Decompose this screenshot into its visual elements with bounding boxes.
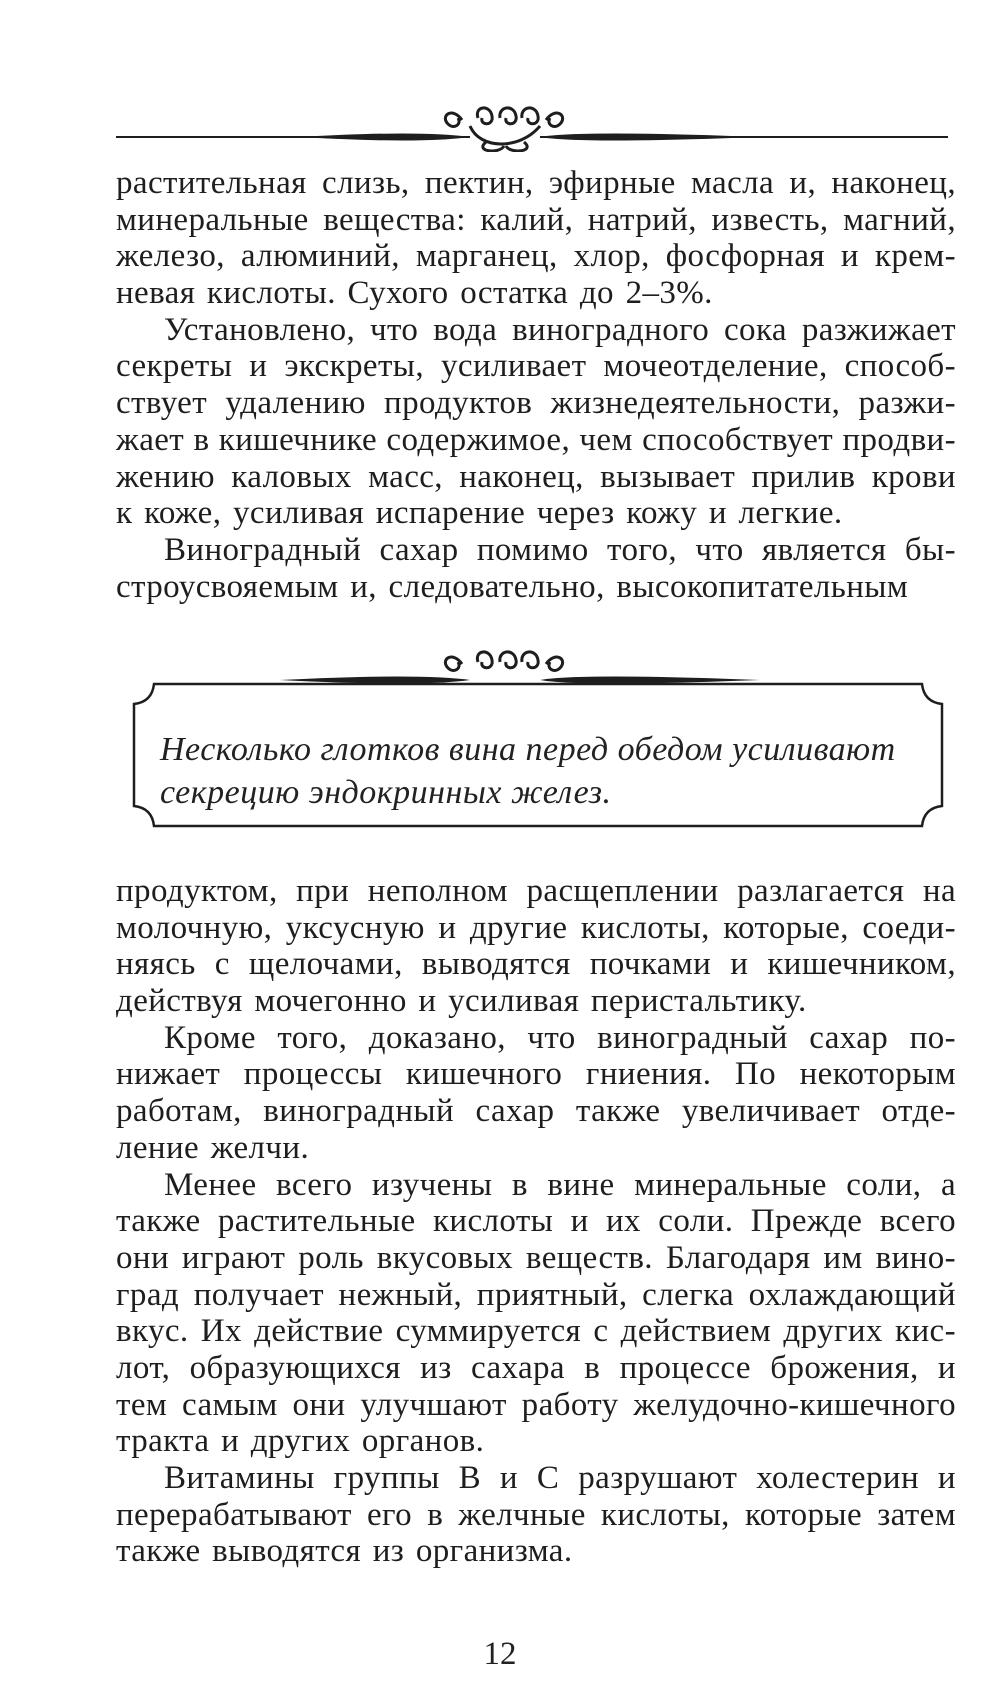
text-line: жению каловых масс, наконец, вызывает прилив крови: [116, 458, 956, 495]
quote-line: секрецию эндокринных желез.: [160, 774, 612, 811]
text-line: град получает нежный, приятный, слегка охлаждающий: [116, 1276, 956, 1313]
text-line: Менее всего изучены в вине минеральные соли, а: [164, 1166, 956, 1203]
paragraph-continuation: [116, 165, 956, 312]
text-line: Установлено, что вода виноградного сока разжижает: [164, 311, 956, 348]
text-line: тем самым они улучшают работу желудочно-кишечного: [116, 1386, 956, 1423]
text-line: минеральные вещества: калий, натрий, известь, магний,: [116, 201, 956, 238]
text-line: также растительные кислоты и их соли. Прежде всего: [116, 1203, 956, 1240]
text-line: няясь с щелочами, выводятся почками и кишечником,: [116, 946, 956, 983]
text-line: ствует удалению продуктов жизнедеятельности, разжи-: [116, 385, 956, 422]
paragraph: [116, 1460, 956, 1570]
text-line: Виноградный сахар помимо того, что является бы-: [164, 531, 956, 568]
text-line: также выводятся из организма.: [116, 1533, 573, 1570]
text-line: работам, виноградный сахар также увеличивает отде-: [116, 1093, 956, 1130]
paragraph: [116, 312, 956, 532]
text-line: секреты и экскреты, усиливает мочеотделение, способ-: [116, 348, 956, 385]
text-line: они играют роль вкусовых веществ. Благодаря им вино-: [116, 1239, 956, 1276]
text-line: лот, образующихся из сахара в процессе брожения, и: [116, 1349, 956, 1386]
text-line: продуктом, при неполном расщеплении разлагается на: [116, 873, 956, 909]
text-line: перерабатывают его в желчные кислоты, которые затем: [116, 1496, 956, 1533]
paragraph: [116, 1167, 956, 1461]
body-text-top: [116, 165, 956, 605]
top-ornament-divider: [0, 92, 1000, 152]
text-line: к коже, усиливая испарение через кожу и легкие.: [116, 495, 843, 532]
text-line: Кроме того, доказано, что виноградный сахар по-: [164, 1019, 956, 1056]
text-line: ление желчи.: [116, 1129, 310, 1166]
text-line: тракта и других органов.: [116, 1423, 485, 1460]
paragraph: [116, 532, 956, 605]
text-line: Витамины группы В и С разрушают холестерин и: [164, 1460, 956, 1496]
text-line: жает в кишечнике содержимое, чем способствует продви-: [116, 421, 956, 458]
text-line: растительная слизь, пектин, эфирные масла и, наконец,: [116, 165, 956, 201]
text-line: нижает процессы кишечного гниения. По некоторым: [116, 1056, 956, 1093]
text-line: молочную, уксусную и другие кислоты, которые, соеди-: [116, 909, 956, 946]
text-line: строусвояемым и, следовательно, высокопитательным: [116, 568, 909, 605]
page-number: 12: [483, 1636, 517, 1672]
text-line: невая кислоты. Сухого остатка до 2–3%.: [116, 275, 713, 312]
quote-callout: [160, 728, 940, 814]
text-line: железо, алюминий, марганец, хлор, фосфорная и крем-: [116, 238, 956, 275]
body-text-bottom: [116, 873, 956, 1570]
text-line: вкус. Их действие суммируется с действием других кис-: [116, 1313, 956, 1350]
quote-line: Несколько глотков вина перед обедом усиливают: [160, 731, 896, 768]
paragraph-continuation: [116, 873, 956, 1020]
paragraph: [116, 1020, 956, 1167]
text-line: действуя мочегонно и усиливая перистальтику.: [116, 983, 807, 1020]
